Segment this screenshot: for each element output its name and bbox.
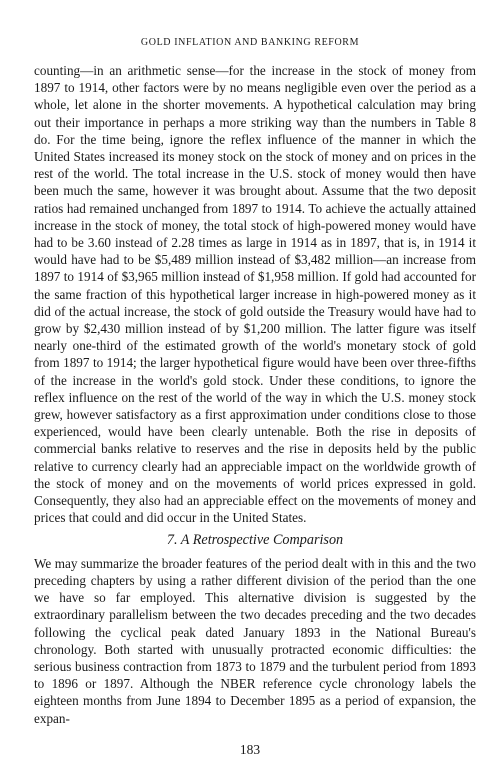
- page-number: 183: [239, 742, 261, 757]
- body-text: [34, 62, 476, 727]
- paragraph-retrospective-comparison: We may summarize the broader features of the period dealt with in this and the two preceding chapters by using a rather different division of the period than the one we have so far employed. This alternative division is suggested by the extraordinary parallelism between the two decades preceding and the two decades following the cyclical peak dated January 1893 in the National Bureau's chronology. Both started with unusually protracted economic difficulties: the serious business contraction from 1873 to 1879 and the turbulent period from 1893 to 1896 or 1897. Although the NBER reference cycle chronology labels the eighteen months from June 1894 to December 1895 as a period of expansion, the expan-: [34, 555, 476, 726]
- paragraph-money-stock-analysis: counting—in an arithmetic sense—for the increase in the stock of money from 1897 to 1914, other factors were by no means negligible even over the period as a whole, let alone in the shorter movements. A hypothetical calculation may bring out their importance in perhaps a more striking way than the numbers in Table 8 do. For the time being, ignore the reflex influence of the manner in which the United States increased its money stock on the stock of money and on prices in the rest of the world. The total increase in the U.S. stock of money would then have been much the same, however it was brought about. Assume that the two deposit ratios had remained unchanged from 1897 to 1914. To achieve the actually attained increase in the stock of money, the total stock of high-powered money would have had to be 3.60 instead of 2.28 times as large in 1914 as in 1897, that is, in 1914 it would have had to be $5,489 million instead of $3,482 million—an increase from 1897 to 1914 of $3,965 million instead of $1,958 million. If gold had accounted for the same fraction of this hypothetical larger increase in high-powered money as it did of the actual increase, the stock of gold outside the Treasury would have had to grow by $2,430 million instead of by $1,200 million. The latter figure was itself nearly one-third of the estimated growth of the world's monetary stock of gold from 1897 to 1914; the larger hypothetical figure would have been over three-fifths of the increase in the world's gold stock. Under these conditions, to ignore the reflex influence on the rest of the world of the way in which the U.S. money stock grew, however satisfactory as a first approximation under conditions close to those experienced, would have been clearly untenable. Both the rise in deposits of commercial banks relative to reserves and the rise in deposits held by the public relative to currency clearly had an appreciable impact on the worldwide growth of the stock of money and on the movements of world prices expressed in gold. Consequently, they also had an appreciable effect on the movements of money and prices that could and did occur in the United States.: [34, 63, 476, 526]
- running-head: GOLD INFLATION AND BANKING REFORM: [140, 37, 360, 48]
- section-heading: 7. A Retrospective Comparison: [166, 532, 344, 549]
